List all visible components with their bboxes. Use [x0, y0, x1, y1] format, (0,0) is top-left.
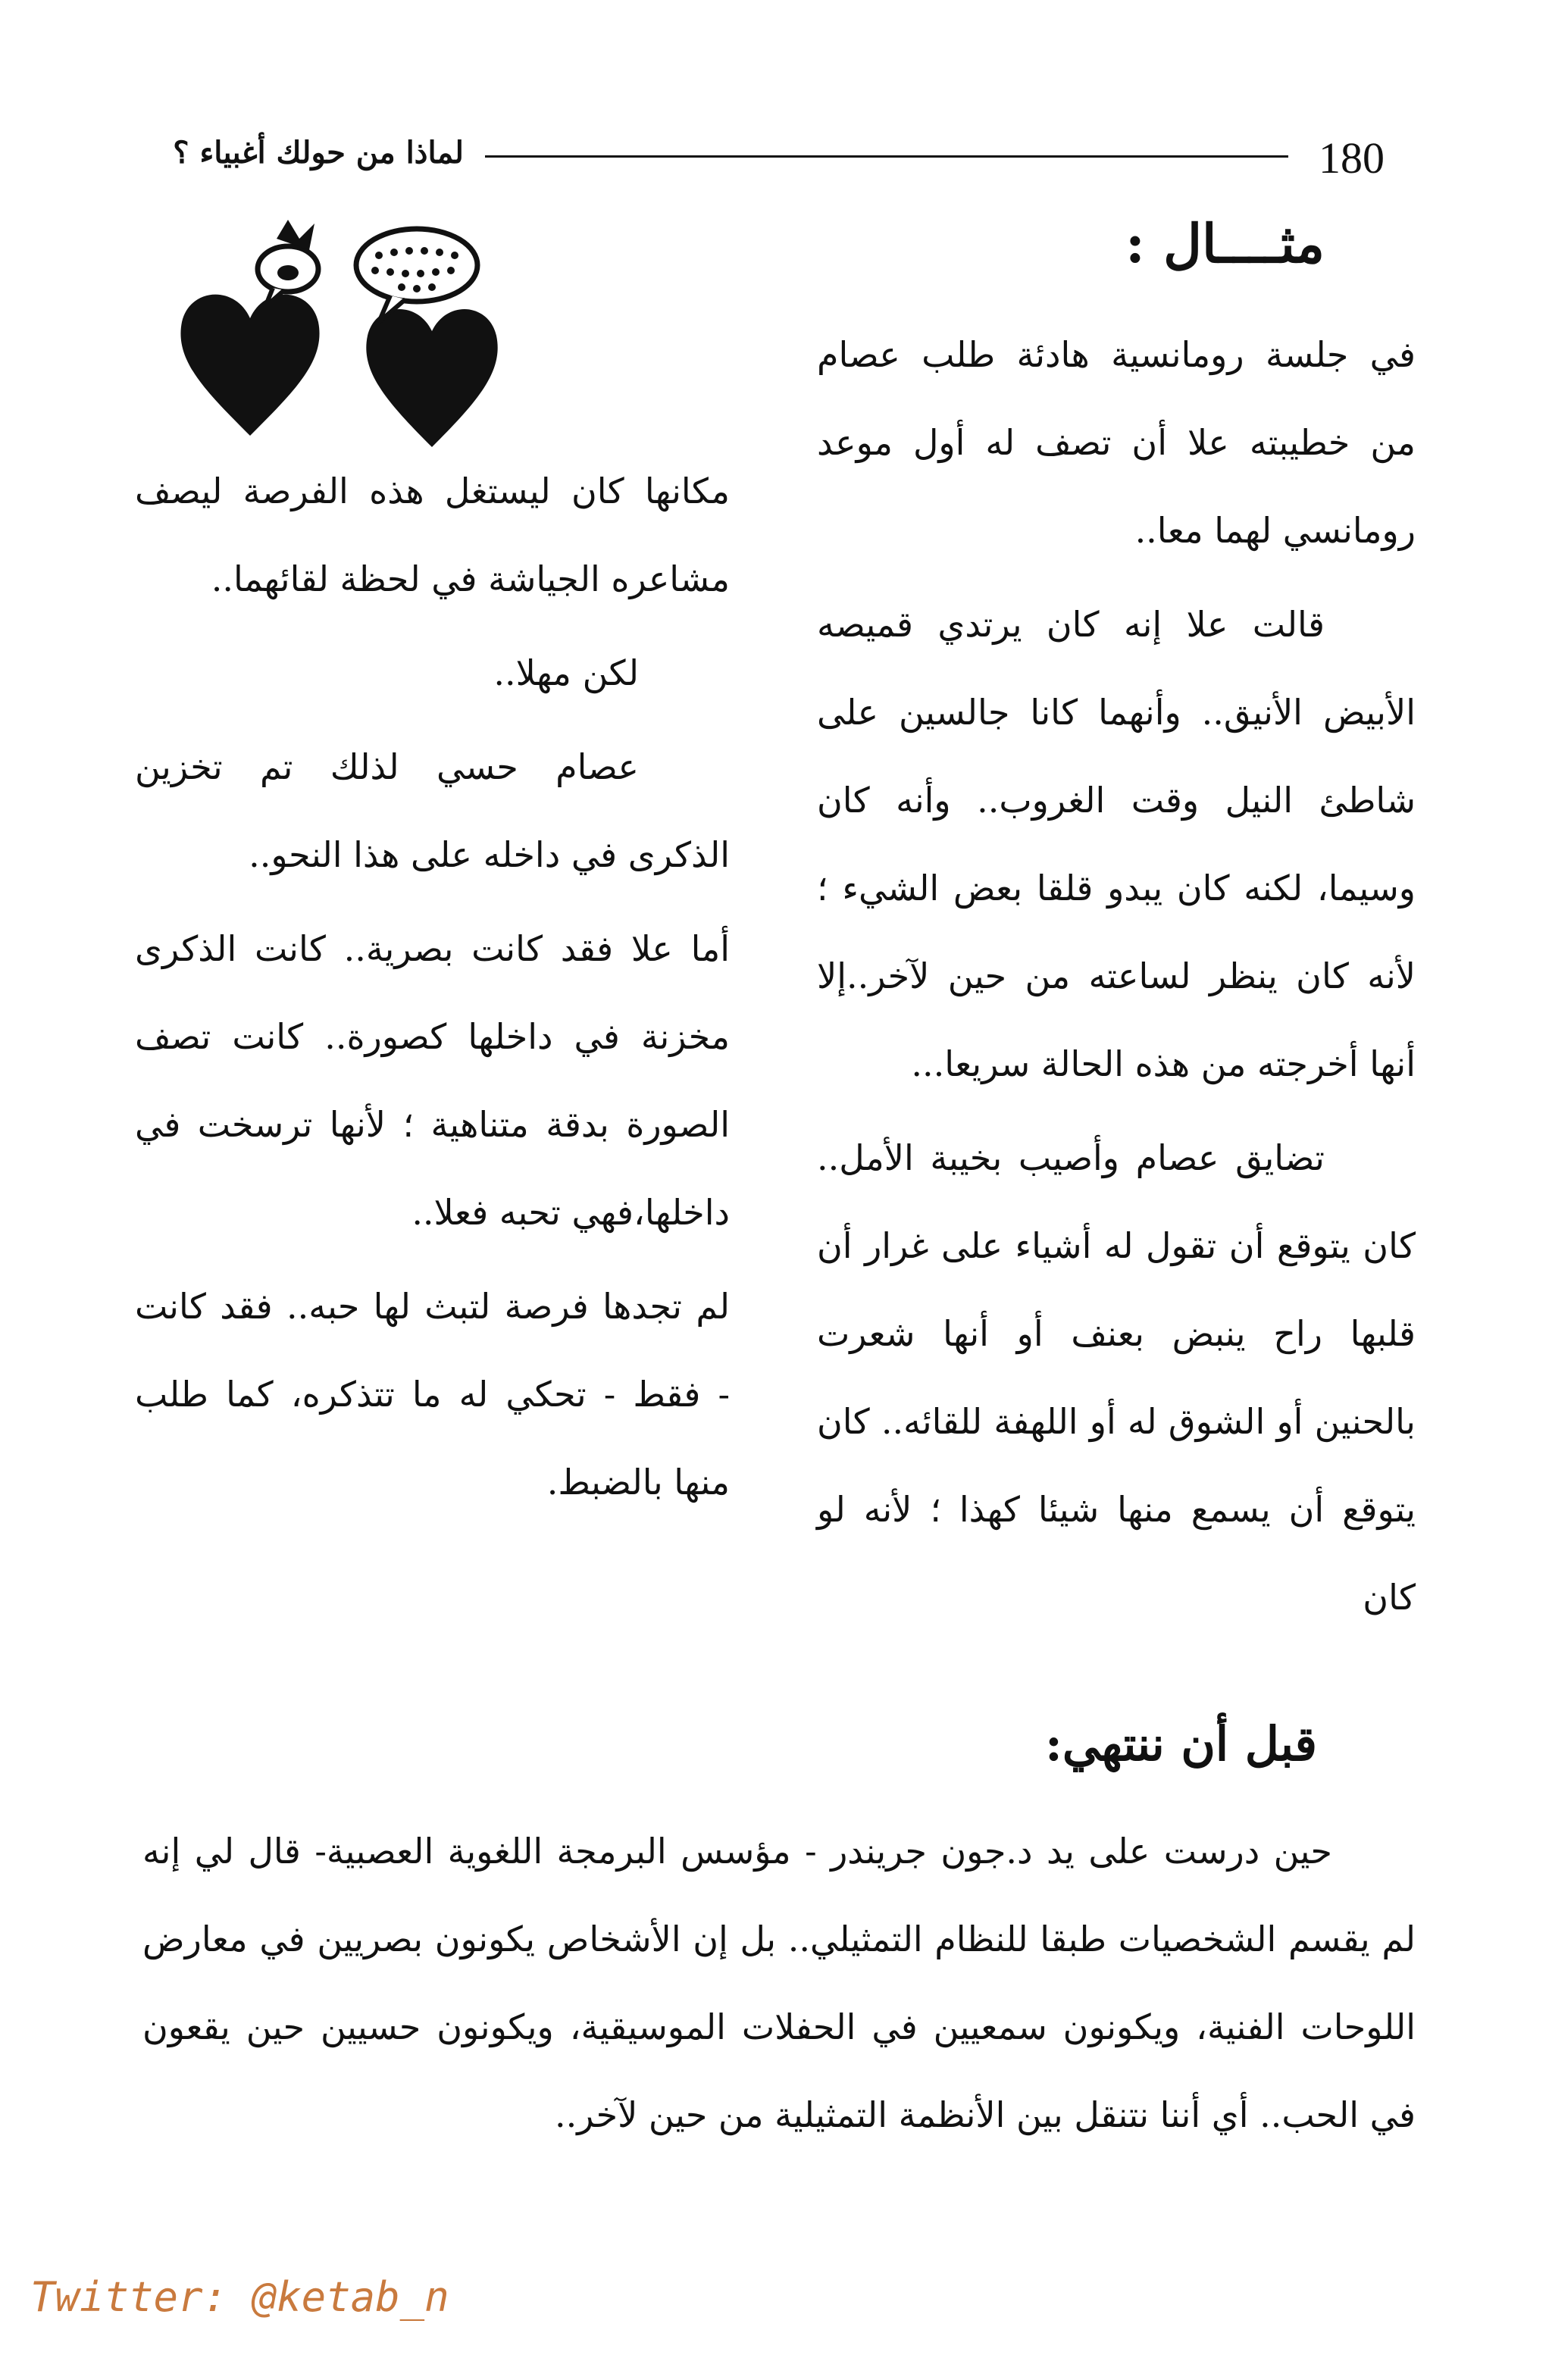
right-column	[817, 311, 1416, 1647]
left-column	[135, 447, 730, 1532]
dotted-speech-bubble-icon	[356, 229, 477, 322]
right-paragraph-2: قالت علا إنه كان يرتدي قميصه الأبيض الأنيق.. وأنهما كانا جالسين على شاطئ النيل وقت الغروب.. وأنه كان وسيما، لكنه كان يبدو قلقا بعض الشيء ؛ لأنه كان ينظر لساعته من حين لآخر..إلا أنها أخرجته من هذه الحالة سريعا...	[817, 604, 1416, 1084]
right-heart-icon	[366, 309, 497, 447]
running-title: لماذا من حولك أغبياء ؟	[173, 135, 464, 170]
left-paragraph-1: مكانها كان ليستغل هذه الفرصة ليصف مشاعره الجياشة في لحظة لقائهما..	[135, 471, 730, 599]
left-paragraph-5: لم تجدها فرصة لتبث لها حبه.. فقد كانت - فقط - تحكي له ما تتذكره، كما طلب منها بالضبط.	[135, 1286, 730, 1503]
twitter-watermark[interactable]: Twitter: @ketab_n	[30, 2273, 449, 2321]
page-number: 180	[1319, 133, 1385, 183]
hearts-illustration	[174, 208, 523, 466]
example-heading: مثــــال :	[1125, 212, 1325, 275]
left-paragraph-4: أما علا فقد كانت بصرية.. كانت الذكرى مخزنة في داخلها كصورة.. كانت تصف الصورة بدقة متناهية ؛ لأنها ترسخت في داخلها،فهي تحبه فعلا..	[135, 928, 730, 1233]
left-paragraph-2: لكن مهلا..	[493, 652, 639, 693]
right-paragraph-1: في جلسة رومانسية هادئة طلب عصام من خطيبته علا أن تصف له أول موعد رومانسي لهما معا..	[817, 334, 1416, 551]
angry-speech-bubble-icon	[258, 220, 318, 307]
left-paragraph-3: عصام حسي لذلك تم تخزين الذكرى في داخله على هذا النحو..	[135, 746, 730, 875]
header-rule	[485, 155, 1288, 158]
right-paragraph-3: تضايق عصام وأصيب بخيبة الأمل.. كان يتوقع أن تقول له أشياء على غرار أن قلبها راح ينبض بعنف أو أنها شعرت بالحنين أو الشوق له أو اللهفة للقائه.. كان يتوقع أن يسمع منها شيئا كهذا ؛ لأنه لو كان	[817, 1137, 1416, 1618]
before-end-paragraph: حين درست على يد د.جون جريندر - مؤسس البرمجة اللغوية العصبية- قال لي إنه لم يقسم الشخصيات طبقا للنظام التمثيلي.. بل إن الأشخاص يكونون بصريين في معارض اللوحات الفنية، ويكونون سمعيين في الحفلات الموسيقية، ويكونون حسيين حين يقعون في الحب.. أي أننا نتنقل بين الأنظمة التمثيلية من حين لآخر..	[142, 1831, 1416, 2135]
before-end-heading: قبل أن ننتهي:	[1044, 1716, 1317, 1772]
left-heart-icon	[180, 295, 319, 436]
